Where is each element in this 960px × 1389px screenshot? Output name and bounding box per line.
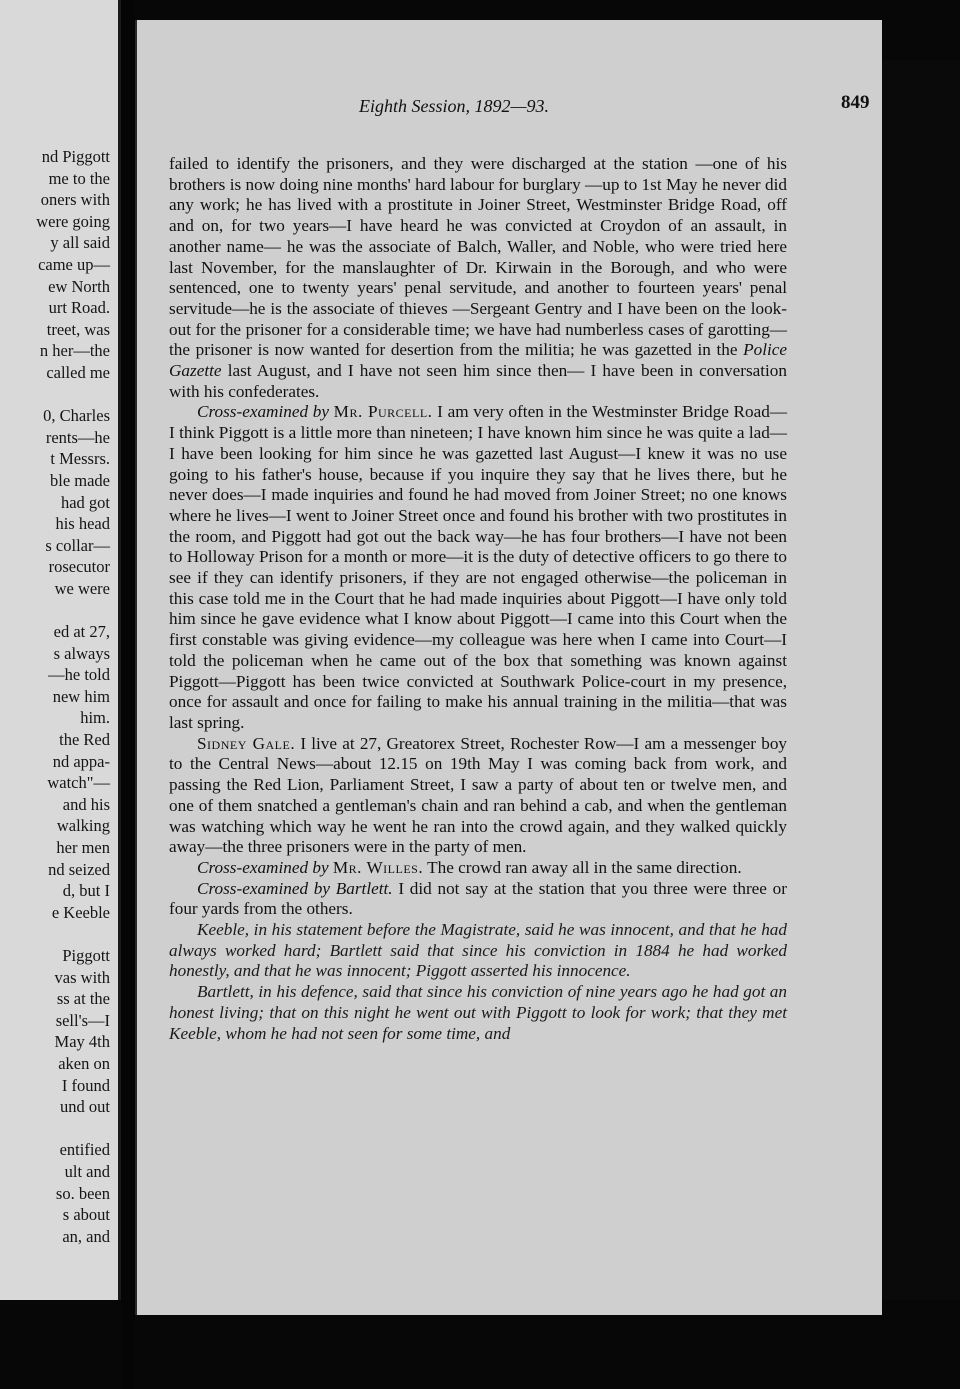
left-page-line: her men: [56, 838, 110, 857]
left-page-line: called me: [46, 362, 110, 382]
left-page-line: his head: [55, 514, 110, 534]
left-page-line: vas with: [54, 967, 110, 987]
left-page-line: came up—: [38, 254, 110, 274]
left-page-line: the Red: [59, 730, 110, 750]
left-page-line: nd appa-: [52, 751, 110, 771]
paragraph-witness-gale: [169, 734, 787, 858]
left-page-text: [0, 146, 110, 1247]
paragraph-text: I live at 27, Greatorex Street, Rochester Row—I am a messenger boy to the Central News—about 12.15 on 19th May I was coming back from work, and passing the Red Lion, Parliament Street, I saw a party of about ten or twelve men, and one of them snatched a gentleman's chain and ran behind a cab, and when the gentleman was watching which way he went he ran into the crowd again, and they walked quickly away—the three prisoners were in the party of men.: [169, 733, 788, 857]
left-page-line: nd Piggott: [41, 147, 110, 166]
paragraph-police-evidence: [169, 154, 787, 402]
left-page-line: ult and: [64, 1161, 110, 1181]
left-facing-page: [0, 0, 121, 1300]
left-page-line: t Messrs.: [50, 449, 110, 469]
left-page-line: ed at 27,: [53, 622, 110, 642]
paragraph-cross-examination-willes: [169, 858, 787, 879]
left-page-line: walking: [56, 816, 110, 836]
left-page-line: treet, was: [46, 319, 110, 339]
left-page-line: were going: [36, 211, 110, 231]
cross-exam-label: Cross-examined by: [197, 402, 329, 422]
left-page-line: May 4th: [54, 1032, 110, 1052]
counsel-name: Mr. Willes.: [332, 857, 424, 877]
left-page-line: und out: [60, 1097, 110, 1117]
cross-exam-label: Cross-examined by: [197, 857, 329, 877]
left-page-line: s about: [62, 1205, 110, 1225]
left-page-line: an, and: [62, 1226, 110, 1246]
left-page-line: entified: [59, 1140, 110, 1160]
left-page-line: s collar—: [45, 535, 110, 555]
gazette-title: Police Gazette: [169, 340, 788, 381]
left-page-line: had got: [60, 492, 110, 512]
left-page-line: sell's—I: [55, 1010, 110, 1030]
left-page-line: Piggott: [62, 945, 110, 965]
running-head: Eighth Session, 1892—93.: [359, 96, 550, 116]
page-edge-shadow: [880, 60, 960, 1300]
witness-name: Sidney Gale.: [197, 733, 296, 753]
left-page-line: ss at the: [56, 989, 110, 1009]
left-page-gap: [0, 384, 110, 406]
paragraph-prisoner-statements: Keeble, in his statement before the Magistrate, said he was innocent, and that he had always worked hard; Bartlett said that since his conviction in 1884 he had worked honestly, and that he was innocent; Piggott asserted his innocence.: [169, 920, 787, 981]
left-page-line: new him: [52, 686, 110, 706]
paragraph-cross-examination-purcell: [169, 402, 787, 733]
counsel-name: Mr. Purcell.: [333, 402, 433, 422]
left-page-line: y all said: [50, 233, 110, 253]
left-page-line: aken on: [58, 1053, 110, 1073]
left-page-line: e Keeble: [51, 902, 110, 922]
paragraph-text-end: last August, and I have not seen him since then— I have been in conversation with his confederates.: [169, 361, 787, 401]
left-page-line: I found: [61, 1075, 110, 1095]
paragraph-text: The crowd ran away all in the same direction.: [427, 857, 742, 877]
right-page: [135, 20, 882, 1315]
paragraph-cross-examination-bartlett: [169, 879, 787, 920]
left-page-line: 0, Charles: [43, 406, 110, 426]
page-body: [169, 154, 787, 1044]
paragraph-bartlett-defence: Bartlett, in his defence, said that since his conviction of nine years ago he had got an honest living; that on this night he went out with Piggott to look for work; that they met Keeble, whom he had not seen for some time, and: [169, 982, 787, 1043]
left-page-line: him.: [80, 708, 110, 728]
left-page-line: s always: [53, 643, 110, 663]
left-page-line: so. been: [55, 1183, 110, 1203]
left-page-line: ble made: [49, 470, 110, 490]
cross-exam-label: Cross-examined by Bartlett.: [197, 878, 393, 898]
left-page-line: n her—the: [39, 341, 110, 361]
left-page-gap: [0, 1118, 110, 1140]
paragraph-text: I did not say at the station that you three were three or four yards from the others.: [169, 878, 787, 919]
left-page-line: d, but I: [62, 881, 110, 901]
left-page-line: ew North: [48, 276, 110, 296]
paragraph-text: failed to identify the prisoners, and they were discharged at the station —one of his brothers is now doing nine months' hard labour for burglary —up to 1st May he never did any work; he has lived with a prostitute in Joiner Street, Westminster Bridge Road, off and on, for two years—I have heard he was convicted at Croydon of an assault, in another name— he was the associate of Balch, Waller, and Noble, who were tried here last November, for the manslaughter of Dr. Kirwain in the Borough, and who were sentenced, one to twenty years' penal servitude, and another to fourteen years' penal servitude—he is the associate of thieves —Sergeant Gentry and I have been on the look-out for the prisoner for a considerable time; we have had numberless cases of garotting—the prisoner is now wanted for desertion from the militia; he was gazetted in the: [169, 154, 787, 360]
left-page-line: oners with: [40, 190, 110, 210]
left-page-line: urt Road.: [48, 298, 110, 318]
left-page-line: rents—he: [45, 427, 110, 447]
left-page-line: nd seized: [48, 859, 110, 879]
page-number: 849: [841, 92, 870, 113]
book-gutter: [121, 0, 135, 1389]
paragraph-text: I am very often in the Westminster Bridge Road—I think Piggott is a little more than nineteen; I have known him since he was quite a lad—I have been looking for him since he was gazetted last August—I knew it was no use going to his father's house, because if you inquire they say that he lives there, but he never does—I made inquiries and found he had moved from Joiner Street; no one knows where he lives—I went to Joiner Street once and found his brother with two prostitutes in the room, and Piggott had got out the back way—he has four brothers—I have not been to Holloway Prison for a month or more—it is the duty of detective officers to go there to see if they can identify prisoners, if they are not engaged otherwise—the policeman in this case told me in the Court that he had made inquiries about Piggott—I have only told him since he gave evidence what I know about Piggott—I came into this Court when the first constable was giving evidence—my colleague was here when I came into Court—I told the policeman when he came out of the box that something was known against Piggott—Piggott has been twice convicted at Southwark Police-court in my presence, once for assault and once for failing to make his annual training in the militia—that was last spring.: [169, 402, 788, 732]
left-page-gap: [0, 923, 110, 945]
left-page-line: watch"—: [47, 773, 110, 793]
left-page-line: rosecutor: [48, 557, 110, 577]
left-page-gap: [0, 599, 110, 621]
left-page-line: —he told: [48, 665, 110, 685]
left-page-line: me to the: [48, 168, 110, 188]
left-page-line: and his: [62, 794, 110, 814]
left-page-line: we were: [54, 578, 110, 598]
